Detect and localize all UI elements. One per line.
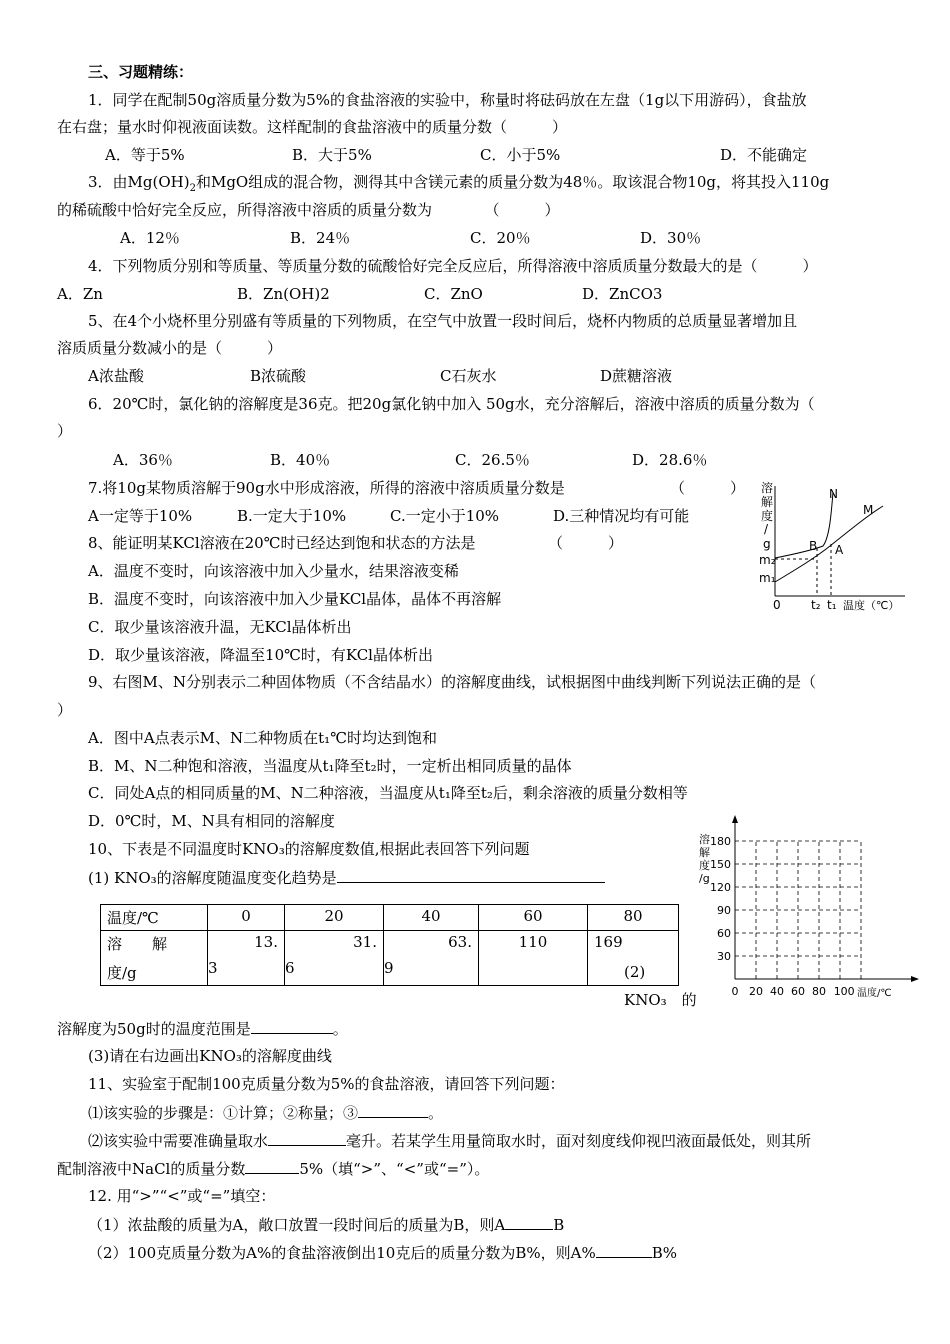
fig2-ylabel-3: 度 xyxy=(699,859,710,872)
q10-part2: 溶解度为50g时的温度范围是 。 xyxy=(57,1020,348,1038)
q7-option-b: B.一定大于10% xyxy=(237,507,347,525)
fig2-ylabel-2: 解 xyxy=(699,846,710,859)
q8-answer-paren: （ ） xyxy=(548,534,624,552)
fig2-xtick-label: 0 xyxy=(731,985,739,998)
fig1-ylabel-4: / xyxy=(764,522,769,536)
q10-part2-number: (2) xyxy=(624,963,646,981)
q6-option-d: D．28.6％ xyxy=(632,451,708,469)
table-header-solubility: 溶 解 度/g xyxy=(101,931,208,986)
q5-option-b: B浓硫酸 xyxy=(250,367,307,385)
q9-option-a: A．图中A点表示M、N二种物质在t₁℃时均达到饱和 xyxy=(88,729,437,747)
table-cell: 0 xyxy=(208,905,285,931)
q11-part1: ⑴该实验的步骤是：①计算；②称量；③ 。 xyxy=(88,1104,444,1122)
q10-part1-blank[interactable] xyxy=(337,867,605,883)
q11-part2: ⑵该实验中需要准确量取水 毫升。若某学生用量筒取水时，面对刻度线仰视凹液面最低处，则其所 xyxy=(88,1132,812,1150)
fig2-xtick-label: 20 xyxy=(749,985,763,998)
q4-option-d: D．ZnCO3 xyxy=(582,285,663,303)
fig2-ytick-label: 180 xyxy=(710,835,731,848)
table-header-temp: 温度/℃ xyxy=(101,905,208,931)
q8-option-a: A．温度不变时，向该溶液中加入少量水，结果溶液变稀 xyxy=(88,562,459,580)
solubility-curve-figure xyxy=(755,478,915,618)
q9-line2: ） xyxy=(57,701,73,719)
q12-line1: 12. 用“>”“<”或“=”填空： xyxy=(88,1187,276,1205)
q6-line2: ） xyxy=(57,422,73,440)
fig2-ytick-label: 150 xyxy=(710,858,731,871)
q4-option-b: B．Zn(OH)2 xyxy=(237,285,330,303)
table-row xyxy=(101,931,679,986)
fig1-M-label: M xyxy=(863,503,874,517)
q11-part2-cont: 配制溶液中NaCl的质量分数 5%（填“>”、“<”或“=”）。 xyxy=(57,1160,490,1178)
q11-compare-blank[interactable] xyxy=(245,1158,299,1174)
kno3-graph-grid[interactable] xyxy=(695,815,925,1003)
q12-part2: （2）100克质量分数为A%的食盐溶液倒出10克后的质量分数为B%，则A% B% xyxy=(88,1244,677,1262)
fig2-ylabel-4: /g xyxy=(699,872,710,885)
fig2-xtick-label: 100 xyxy=(833,985,855,998)
q7-option-d: D.三种情况均有可能 xyxy=(553,507,690,525)
fig2-xtick-label: 80 xyxy=(812,985,826,998)
q1-option-c: C．小于5% xyxy=(480,146,561,164)
q5-option-c: C石灰水 xyxy=(440,367,497,385)
q3-option-c: C．20％ xyxy=(470,229,531,247)
table-cell: 169 xyxy=(588,931,679,986)
table-cell: 31. 6 xyxy=(285,931,384,986)
q3-option-d: D．30％ xyxy=(640,229,702,247)
fig2-ytick-label: 30 xyxy=(717,950,731,963)
q12-part1: （1）浓盐酸的质量为A，敞口放置一段时间后的质量为B，则A B xyxy=(88,1216,565,1234)
fig2-ytick-label: 120 xyxy=(710,881,731,894)
fig1-t2-label: t₂ xyxy=(811,598,821,612)
table-cell: 110 xyxy=(479,931,588,986)
q11-step3-blank[interactable] xyxy=(358,1102,428,1118)
q6-option-a: A．36％ xyxy=(113,451,173,469)
fig1-curve-N xyxy=(775,492,833,558)
q6-option-c: C．26.5％ xyxy=(455,451,530,469)
fig1-origin-label: 0 xyxy=(773,598,781,612)
table-cell: 20 xyxy=(285,905,384,931)
fig2-ytick-label: 90 xyxy=(717,904,731,917)
q12-part1-blank[interactable] xyxy=(505,1214,553,1230)
q6-option-b: B．40％ xyxy=(270,451,331,469)
q1-option-a: A．等于5% xyxy=(105,146,185,164)
q7-option-c: C.一定小于10% xyxy=(390,507,500,525)
q1-option-d: D．不能确定 xyxy=(720,146,808,164)
table-cell: 13. 3 xyxy=(208,931,285,986)
fig1-m2-label: m₂ xyxy=(759,553,776,567)
kno3-solubility-table xyxy=(100,904,679,986)
q4-option-c: C．ZnO xyxy=(424,285,483,303)
q4-option-a: A．Zn xyxy=(57,285,103,303)
q6-line1: 6．20℃时，氯化钠的溶解度是36克。把20g氯化钠中加入 50g水，充分溶解后，溶液中溶质的质量分数为（ xyxy=(88,395,815,413)
q9-option-b: B．M、N二种饱和溶液，当温度从t₁降至t₂时，一定析出相同质量的晶体 xyxy=(88,757,572,775)
q5-option-a: A浓盐酸 xyxy=(88,367,144,385)
q8-option-b: B．温度不变时，向该溶液中加入少量KCl晶体，晶体不再溶解 xyxy=(88,590,502,608)
q12-part2-blank[interactable] xyxy=(596,1242,652,1258)
fig1-ylabel-2: 解 xyxy=(761,495,774,509)
q9-line1: 9、右图M、N分别表示二种固体物质（不含结晶水）的溶解度曲线，试根据图中曲线判断下列说法正确的是（ xyxy=(88,673,817,691)
fig1-ylabel-3: 度 xyxy=(761,509,774,523)
q1-line1: 1．同学在配制50g溶质量分数为5%的食盐溶液的实验中，称量时将砝码放在左盘（1g以下用游码），食盐放 xyxy=(88,91,807,109)
q7-line1: 7.将10g某物质溶解于90g水中形成溶液，所得的溶液中溶质质量分数是 xyxy=(88,479,565,497)
table-cell: 40 xyxy=(384,905,479,931)
fig1-ylabel-1: 溶 xyxy=(761,481,774,495)
q11-water-blank[interactable] xyxy=(268,1130,346,1146)
q5-option-d: D蔗糖溶液 xyxy=(600,367,673,385)
q1-option-b: B．大于5% xyxy=(292,146,372,164)
q10-line1: 10、下表是不同温度时KNO₃的溶解度数值,根据此表回答下列问题 xyxy=(88,840,530,858)
fig1-curve-M xyxy=(775,506,883,582)
q9-option-c: C．同处A点的相同质量的M、N二种溶液，当温度从t₁降至t₂后，剩余溶液的质量分数相等 xyxy=(88,784,688,802)
q1-line2: 在右盘；量水时仰视液面读数。这样配制的食盐溶液中的质量分数（ ） xyxy=(57,118,568,136)
q3-line2: 的稀硫酸中恰好完全反应，所得溶液中溶质的质量分数为 （ ） xyxy=(57,201,560,219)
fig2-xtick-label: 40 xyxy=(770,985,784,998)
fig1-A-label: A xyxy=(835,543,844,557)
table-cell: 80 xyxy=(588,905,679,931)
fig2-ylabel-1: 溶 xyxy=(699,833,710,846)
fig1-ylabel-5: g xyxy=(763,537,771,551)
q3-line1: 3．由$Mg(OH)_2$和MgO组成的混合物，测得其中含镁元素的质量分数为48％。取该混合物10g，将其投入110g xyxy=(88,173,830,194)
q3-option-a: A．12％ xyxy=(120,229,180,247)
q9-option-d: D．0℃时，M、N具有相同的溶解度 xyxy=(88,812,335,830)
q8-option-c: C．取少量该溶液升温，无KCl晶体析出 xyxy=(88,618,352,636)
q5-line1: 5、在4个小烧杯里分别盛有等质量的下列物质，在空气中放置一段时间后，烧杯内物质的总质量显著增加且 xyxy=(88,312,798,330)
table-cell: 60 xyxy=(479,905,588,931)
q10-part1: (1) KNO₃的溶解度随温度变化趋势是 xyxy=(88,867,605,888)
table-cell: 63. 9 xyxy=(384,931,479,986)
fig1-xlabel: 温度（℃） xyxy=(843,599,900,612)
fig2-ytick-label: 60 xyxy=(717,927,731,940)
fig1-m1-label: m₁ xyxy=(759,571,776,585)
fig2-xlabel: 温度/℃ xyxy=(857,988,892,999)
table-row xyxy=(101,905,679,931)
fig2-x-arrow xyxy=(911,976,919,982)
fig1-t1-label: t₁ xyxy=(827,598,837,612)
q10-part2-kno3: KNO₃ 的 xyxy=(624,991,697,1009)
q3-option-b: B．24％ xyxy=(290,229,351,247)
q4-line1: 4．下列物质分别和等质量、等质量分数的硫酸恰好完全反应后，所得溶液中溶质质量分数最大的是（ ） xyxy=(88,257,818,275)
q7-option-a: A一定等于10% xyxy=(88,507,193,525)
q8-line1: 8、能证明某KCl溶液在20℃时已经达到饱和状态的方法是 xyxy=(88,534,476,552)
fig2-y-arrow xyxy=(732,815,738,823)
q10-part2-blank[interactable] xyxy=(251,1018,333,1034)
q10-part3: (3)请在右边画出KNO₃的溶解度曲线 xyxy=(88,1047,332,1065)
q5-line2: 溶质质量分数减小的是（ ） xyxy=(57,339,283,357)
fig1-B-label: B xyxy=(809,539,818,553)
fig2-xtick-label: 60 xyxy=(791,985,805,998)
q8-option-d: D．取少量该溶液，降温至10℃时，有KCl晶体析出 xyxy=(88,646,433,664)
fig1-N-label: N xyxy=(829,487,838,501)
q7-answer-paren: （ ） xyxy=(670,479,746,497)
q11-line1: 11、实验室于配制100克质量分数为5%的食盐溶液，请回答下列问题： xyxy=(88,1075,565,1093)
section-title: 三、习题精练： xyxy=(88,63,194,81)
